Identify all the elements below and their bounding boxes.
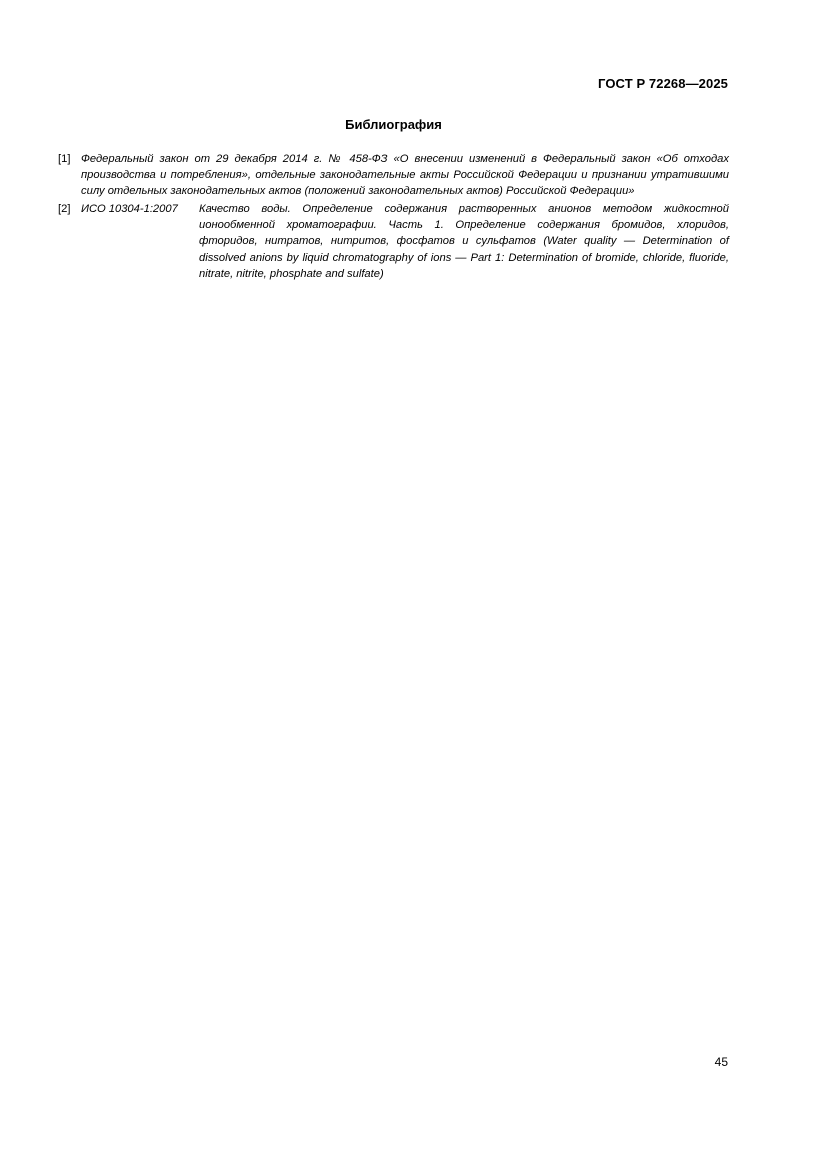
- reference-text: Качество воды. Определение содержания растворенных анионов методом жидкостной ионообменной хроматографии. Часть 1. Определение содержания бромидов, хлоридов, фторидов, нитратов, нитритов, фосфатов и сульфатов (Water quality — Determination of dissolved anions by liquid chromatography of ions — Part 1: Determination of bromide, chloride, fluoride, nitrate, nitrite, phosphate and sulfate): [199, 203, 729, 280]
- reference-number: [1]: [58, 153, 71, 165]
- reference-text: Федеральный закон от 29 декабря 2014 г. № 458-ФЗ «О внесении изменений в Федеральный закон «Об отходах производства и потребления», отдельные законодательные акты Российской Федерации и признании утратившими силу отдельных законодательных актов (положений законодательных актов) Российской Федерации»: [81, 153, 729, 198]
- bibliography-entry: [58, 201, 729, 281]
- bibliography-entry: [58, 151, 729, 199]
- bibliography-title: Библиография: [345, 117, 442, 132]
- reference-standard-code: ИСО 10304-1:2007: [81, 203, 178, 216]
- page-number: 45: [714, 1055, 728, 1069]
- document-code: ГОСТ Р 72268—2025: [598, 76, 728, 91]
- bibliography-list: [58, 151, 729, 284]
- reference-number: [2]: [58, 203, 71, 216]
